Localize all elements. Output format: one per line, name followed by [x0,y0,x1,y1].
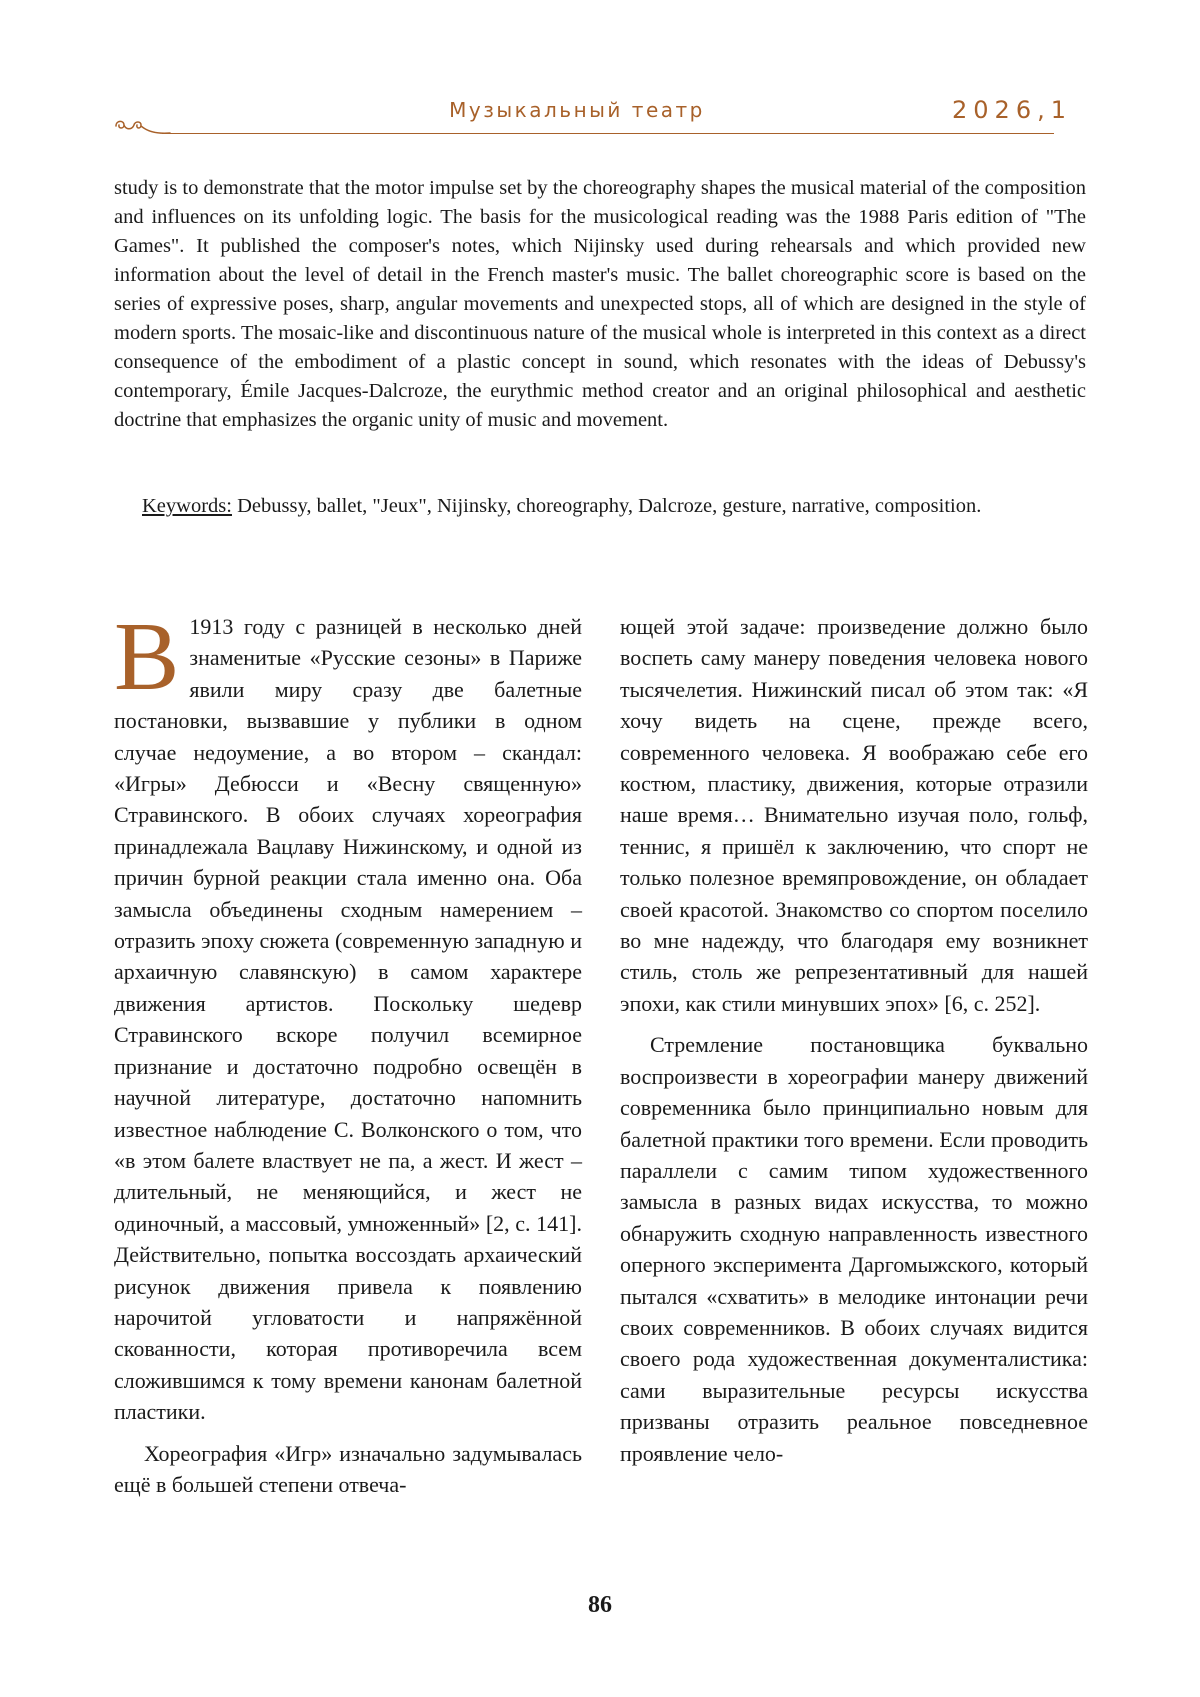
keywords [114,492,1086,521]
body-column-left [114,603,582,1500]
page-number: 86 [588,1592,612,1618]
running-header [112,92,1072,140]
issue-number: 2026,1 [952,96,1072,124]
body-paragraph [114,603,582,1428]
body-paragraph: Стремление постановщика буквально воспроизвести в хореографии манеру движений современника было принципиально новым для балетной практики того времени. Если проводить параллели с самим типом художественного замысла в разных видах искусства, то можно обнаружить сходную направленность известного оперного эксперимента Даргомыжского, который пытался «схватить» в мелодике интонации речи своих современников. В обоих случаях видится своего рода художественная документалистика: сами выразительные ресурсы искусства призваны отразить реальное повседневное проявление чело- [620,1032,1088,1466]
header-rule [162,133,1054,134]
journal-title: Музыкальный театр [449,98,705,122]
drop-cap: В [114,603,180,711]
paragraph-text: 1913 году с разницей в несколько дней знаменитые «Русские сезоны» в Париже явили миру сразу две балетные постановки, вызвавшие у публики в одном случае недоумение, а во втором – скандал: «Игры» Дебюсси и «Весну священную» Стравинского. В обоих случаях хореография принадлежала Вацлаву Нижинскому, и одной из причин бурной реакции стала именно она. Оба замысла объединены сходным намерением – отразить эпоху сюжета (современную западную и архаичную славянскую) в самом характере движения артистов. Поскольку шедевр Стравинского вскоре получил всемирное признание и достаточно подробно освещён в научной литературе, достаточно напомнить известное наблюдение С. Волконского о том, что «в этом балете властвует не па, а жест. И жест – длительный, не меняющийся, и жест не одиночный, а массовый, умноженный» [2, с. 141]. Действительно, попытка воссоздать архаический рисунок движения привела к появлению нарочитой угловатости и напряжённой скованности, которая противоречила всем сложившимся к тому времени канонам балетной пластики. [114,614,582,1425]
body-paragraph: Хореография «Игр» изначально задумывалась ещё в большей степени отвеча- [114,1440,582,1497]
keywords-label: Keywords: [142,495,232,517]
abstract-text: study is to demonstrate that the motor impulse set by the choreography shapes the musical material of the composition and influences on its unfolding logic. The basis for the musicological reading was the 1988 Paris edition of "The Games". It published the composer's notes, which Nijinsky used during rehearsals and which provided new information about the level of detail in the French master's music. The ballet choreographic score is based on the series of expressive poses, sharp, angular movements and unexpected stops, all of which are designed in the style of modern sports. The mosaic-like and discontinuous nature of the musical whole is interpreted in this context as a direct consequence of the embodiment of a plastic concept in sound, which resonates with the ideas of Debussy's contemporary, Émile Jacques-Dalcroze, the eurythmic method creator and an original philosophical and aesthetic doctrine that emphasizes the organic unity of music and movement. [114,177,1086,431]
body-column-right [620,611,1088,1469]
body-paragraph: ющей этой задаче: произведение должно было воспеть саму манеру поведения человека нового тысячелетия. Нижинский писал об этом так: «Я хочу видеть на сцене, прежде всего, современного человека. Я воображаю себе его костюм, пластику, движения, которые отразили наше время… Внимательно изучая поло, гольф, теннис, я пришёл к заключению, что спорт не только полезное времяпровождение, он обладает своей красотой. Знакомство со спортом поселило во мне надежду, что благодаря ему возникнет стиль, столь же репрезентативный для нашей эпохи, как стили минувших эпох» [6, с. 252]. [620,614,1088,1016]
keywords-list: Debussy, ballet, "Jeux", Nijinsky, choreography, Dalcroze, gesture, narrative, composition. [231,495,982,517]
